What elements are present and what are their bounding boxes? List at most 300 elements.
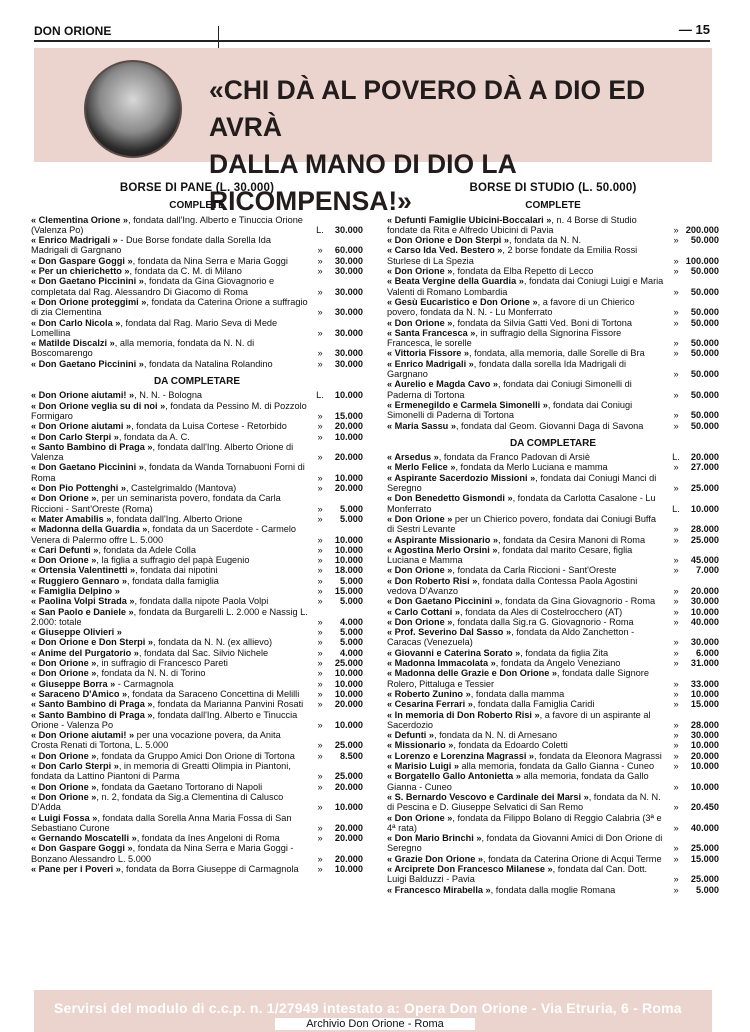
entry-amount: 50.000 [690,338,719,349]
entry-amount: 18.000 [334,565,363,576]
currency-mark: » [673,338,679,349]
entry-description: , fondata da Filippo Bolano di Reggio Calabria (3ª e 4ª rata) [387,812,662,833]
entry-amount: 60.000 [334,245,363,256]
entry-name: « Carlo Cottani » [387,606,461,617]
list-item [31,493,363,514]
entry-description: , fondata da Silvia Gatti Ved. Boni di Tortona [452,317,632,328]
entry-name: « Don Orione » [387,616,453,627]
entry-description: , fondata dai Coniugi Simonelli di Paderna di Tortona [387,379,632,400]
entry-text [387,596,669,606]
entry-name: « Vittoria Fissore » [387,348,470,359]
list-item [387,813,719,834]
entry-text [387,421,669,431]
entry-amount: 30.000 [334,255,363,266]
entry-text [31,338,313,359]
entry-text [387,359,669,380]
currency-mark: » [673,647,679,658]
list-item [31,545,363,555]
entry-description: , fondata, alla memoria, dalle Sorelle di Bra [469,348,645,359]
entry-amount: 10.000 [334,688,363,699]
currency-mark: » [673,637,679,648]
entry-description: , fondata dall'Ing. Alberto e Tinuccia Orione - Valenza Po [31,709,298,730]
entry-name: « Don Benedetto Gismondi » [387,493,513,504]
list-item [387,792,719,813]
entry-description: , fondata da Gruppo Amici Don Orione di Tortona [96,750,295,761]
entry-text [31,730,313,751]
entry-text [387,740,669,750]
entry-name: « Don Orione » [31,658,97,669]
entry-name: « Lorenzo e Lorenzina Magrassi » [387,750,535,761]
entry-amount: 10.000 [334,864,363,874]
entry-text [387,751,669,761]
list-item [31,390,363,400]
entry-text [31,266,313,276]
entry-description: , fondata dalla Sorella Anna Maria Fossa di San Sebastiano Curone [31,812,292,833]
entry-name: « Don Carlo Sterpi » [31,431,119,442]
entry-amount: 33.000 [690,678,719,689]
currency-mark: » [317,327,323,338]
entry-amount: 28.000 [690,524,719,535]
list-item [387,421,719,431]
entry-name: « Don Orione e Don Sterpi » [31,637,154,648]
list-item [387,400,719,421]
magazine-title: DON ORIONE [34,24,112,38]
list-item [31,483,363,493]
list-item [387,627,719,648]
entry-description: , fondata da Caterina Orione di Acqui Terme [482,853,662,864]
entry-amount: 25.000 [690,483,719,494]
currency-mark: » [317,668,323,679]
currency-mark: » [673,740,679,751]
entry-text [31,576,313,586]
entry-text [31,833,313,843]
entry-name: « Santo Bambino di Praga » [31,699,153,710]
entry-description: , fondata dalla famiglia [126,575,219,586]
entry-name: « Matilde Discalzi » [31,338,115,349]
entry-amount: 25.000 [334,771,363,782]
list-item [387,771,719,792]
entry-description: , fondata da Pessino M. di Pozzolo Formigaro [31,400,307,421]
list-item [387,462,719,472]
entry-amount: 20.000 [334,833,363,844]
entry-description: , fondata da Merlo Luciana e mamma [455,462,608,473]
entry-text [387,813,669,834]
entry-name: « Defunti Famiglie Ubicini-Boccalari » [387,214,552,225]
entry-description: , fondata dall'Ing. Alberto e Tinuccia Orione (Valenza Po) [31,214,303,235]
entry-text [31,586,313,596]
entry-description: , fondata da N. N. (ex allievo) [153,637,273,648]
entry-text [387,297,669,318]
entry-amount: 15.000 [334,585,363,596]
entry-amount: 10.000 [334,719,363,730]
entry-description: , fondata da Ines Angeloni di Roma [136,833,280,844]
entry-amount: 45.000 [690,555,719,566]
entry-description: , fondata da N. N. [509,235,582,246]
entry-amount: 50.000 [690,235,719,246]
list-item [387,493,719,514]
currency-mark: L. [316,224,324,235]
entry-name: « Arciprete Don Francesco Milanese » [387,864,553,874]
entry-amount: 25.000 [690,874,719,885]
list-item [387,607,719,617]
entry-description: , fondata da Borra Giuseppe di Carmagnola [120,864,299,874]
entry-name: « Santo Bambino di Praga » [31,709,153,720]
entry-description: , fondata dalla moglie Romana [490,884,616,895]
currency-mark: » [317,647,323,658]
entry-amount: 30.000 [690,730,719,741]
entry-name: « Gernando Moscatelli » [31,833,137,844]
entry-text [387,266,669,276]
currency-mark: » [673,483,679,494]
currency-mark: » [673,348,679,359]
currency-mark: » [317,544,323,555]
currency-mark: » [673,853,679,864]
entry-description: , in suffragio di Francesco Pareti [96,658,228,669]
entry-text [31,710,313,731]
entry-name: « Don Orione e Don Sterpi » [387,235,510,246]
entry-amount: 30.000 [690,637,719,648]
list-item [31,699,363,709]
entry-description: , in memoria di Greatti Olimpia in Piantoni, fondata da Lattino Piantoni di Parma [31,761,291,782]
entry-amount: 25.000 [690,534,719,545]
entry-description: , n. 2, fondata da Sig.a Clementina di Calusco D'Adda [31,791,284,813]
entry-description: , fondata dal Rag. Mario Seva di Mede Lomellina [31,317,278,338]
entry-description: , fondata dai Coniugi Manci di Seregno [387,472,657,494]
entry-description: , fondata da Marianna Panvini Rosati [152,699,304,710]
entry-name: « Defunti » [387,730,434,741]
list-item [31,514,363,524]
currency-mark: » [317,627,323,638]
list-item [31,813,363,834]
footer-text: Servirsi del modulo di c.c.p. n. 1/27949 intestato a: Opera Don Orione - Via Etruria, 6 - Roma [54,1000,682,1016]
list-item [387,276,719,297]
entry-name: « Clementina Orione » [31,214,129,225]
entry-name: « Don Orione aiutami » [31,421,132,432]
entry-name: « Don Pio Pottenghi » [31,483,126,494]
entry-text [387,699,669,709]
entry-amount: 100.000 [685,255,719,266]
entry-text [31,751,313,761]
list-item [387,514,719,535]
list-item [31,421,363,431]
list-item [31,276,363,297]
currency-mark: » [673,585,679,596]
currency-mark: » [317,503,323,514]
currency-mark: » [317,452,323,463]
entry-text [31,524,313,545]
list-item [31,565,363,575]
entry-amount: 8.500 [340,750,363,761]
entry-name: « Don Gaetano Piccinini » [31,462,144,473]
entry-amount: 20.000 [690,452,719,463]
entry-text [31,359,313,369]
currency-mark: » [317,771,323,782]
entry-name: « Carso Ida Ved. Bestero » [387,245,503,256]
entry-text [387,864,669,885]
entry-text [31,276,313,297]
list-item [31,401,363,422]
entry-text [31,565,313,575]
entry-amount: 31.000 [690,658,719,669]
entry-description: , fondata da Edoardo Coletti [453,740,568,751]
entry-name: « Beata Vergine della Guardia » [387,276,524,287]
list-item [31,318,363,339]
list-item [31,833,363,843]
entry-amount: 10.000 [334,668,363,679]
entry-text [31,256,313,266]
entry-description: , fondata da Nina Serra e Maria Goggi - Bonzano Alessandro L. 5.000 [31,843,294,864]
entry-description: , fondata da Gaetano Tortorano di Napoli [96,781,263,792]
entry-amount: 20.000 [334,781,363,792]
currency-mark: » [673,555,679,566]
entry-name: « Merlo Felice » [387,462,456,473]
currency-mark: » [673,616,679,627]
currency-mark: » [317,833,323,844]
entry-text [31,679,313,689]
entry-description: , fondata da Burgarelli L. 2.000 e Nassig L. 2.000: totale [31,606,308,627]
entry-amount: 10.000 [334,678,363,689]
currency-mark: L. [672,452,680,463]
entry-name: « Giovanni e Caterina Sorato » [387,647,521,658]
list-item [387,245,719,266]
section-heading: COMPLETE [525,200,581,212]
entry-name: « Enrico Madrigali » [387,358,474,369]
currency-mark: » [317,853,323,864]
entry-name: « Aspirante Missionario » [387,534,498,545]
currency-mark: » [317,555,323,566]
entry-amount: 50.000 [690,286,719,297]
entry-description: , fondata da Cesira Manoni di Roma [497,534,646,545]
list-item [387,699,719,709]
entry-name: « Don Orione » [31,668,97,679]
entry-name: « Pane per i Poveri » [31,864,121,874]
entry-description: , fondata da figlia Zita [520,647,609,658]
entry-text [387,689,669,699]
entry-text [387,473,669,494]
entry-description: , fondata da Natalina Rolandino [143,358,273,369]
entry-text [387,452,669,462]
currency-mark: » [317,864,323,874]
entry-text [31,792,313,813]
currency-mark: » [673,389,679,400]
entry-description: , fondata da N. N. di Torino [96,668,206,679]
entry-text [387,235,669,245]
entry-description: , fondata da Wanda Tornabuoni Forni di Roma [31,462,305,483]
list-item [387,535,719,545]
entry-description: , per un seminarista povero, fondata da Carla Riccioni - Sant'Oreste (Roma) [31,493,281,514]
entry-description: , Castelgrimaldo (Mantova) [125,483,237,494]
entry-text [31,668,313,678]
entry-amount: 50.000 [690,317,719,328]
entry-amount: 30.000 [334,348,363,359]
entry-description: , fondata da Giovanni Amici di Don Orione di Seregno [387,833,663,854]
entry-amount: 10.000 [334,534,363,545]
entry-description: , fondata da Franco Padovan di Arsiè [438,452,590,463]
list-item [387,730,719,740]
entry-description: , N. N. - Bologna [134,390,203,401]
entry-text [387,771,669,792]
entry-description: , fondata dai nipotini [135,565,218,576]
list-item [31,782,363,792]
entry-name: « Per un chierichetto » [31,266,130,277]
currency-mark: » [317,658,323,669]
list-item [31,607,363,628]
entry-amount: 10.000 [690,761,719,772]
entry-description: , fondata da Adele Colla [98,544,196,555]
entry-description: , fondata da Luisa Cortese - Retorbido [131,421,287,432]
currency-mark: » [317,781,323,792]
entry-text [31,658,313,668]
entry-text [31,318,313,339]
entry-amount: 50.000 [690,348,719,359]
entry-amount: 20.000 [690,750,719,761]
list-item [387,854,719,864]
entry-amount: 10.000 [690,781,719,792]
entry-description: , in suffragio della Signorina Fissore Francesca, le sorelle [387,327,622,349]
entry-name: « Anime del Purgatorio » [31,647,139,658]
entry-name: « Don Orione » [31,781,97,792]
entry-text [387,576,669,597]
entry-amount: 30.000 [334,286,363,297]
borse-di-studio-column [387,183,719,895]
entry-description: , fondata da Nina Serra e Maria Goggi [132,255,288,266]
entry-description: , fondata dalla Famiglia Caridi [472,699,595,710]
borse-di-studio-sections [387,201,719,895]
entry-name: « Don Orione » [387,317,453,328]
entry-description: , fondata dalla nipote Paola Volpi [134,596,269,607]
list-item [387,215,719,236]
entry-amount: 30.000 [334,358,363,369]
entry-amount: 20.000 [334,452,363,463]
entry-amount: 10.000 [690,606,719,617]
entry-description: , fondata dalla sorella Ida Madrigali di Gargnano [387,358,626,380]
entry-name: « Cesarina Ferrari » [387,699,473,710]
entry-description: , a favore di un Chierico povero, fondata da N. N. - Lu Monferrato [387,296,635,318]
entry-name: « Madonna Immacolata » [387,658,496,669]
entry-text [387,668,669,689]
entry-text [31,627,313,637]
entry-name: « Roberto Zunino » [387,688,471,699]
list-item [31,843,363,864]
entry-description: , fondata da un Sacerdote - Carmelo Venera di Palermo offre L. 5.000 [31,524,297,545]
currency-mark: » [673,224,679,235]
entry-text [31,483,313,493]
list-item [31,637,363,647]
entry-text [387,400,669,421]
list-item [387,689,719,699]
entry-name: « Don Orione » [31,555,97,566]
list-item [31,555,363,565]
entry-name: « S. Bernardo Vescovo e Cardinale dei Marsi » [387,791,589,802]
list-item [387,235,719,245]
entry-name: « Don Gaetano Piccinini » [31,358,144,369]
entry-text [31,689,313,699]
entry-description: , fondata dalle Signore Rolero, Pittaluga e Tessier [387,668,649,689]
entry-text [387,318,669,328]
entry-amount: 5.000 [696,884,719,895]
entry-amount: 5.000 [340,503,363,514]
entry-text [31,235,313,256]
list-item [387,885,719,895]
entry-text [31,493,313,514]
entry-name: « Saraceno D'Amico » [31,688,128,699]
entry-text [387,627,669,648]
list-item [31,596,363,606]
list-item [31,668,363,678]
entry-amount: 50.000 [690,369,719,380]
list-item [31,710,363,731]
entry-amount: 40.000 [690,822,719,833]
entry-text [387,328,669,349]
entry-text [387,792,669,813]
headline-line-1: «CHI DÀ AL POVERO DÀ A DIO ED AVRÀ [209,75,646,142]
entry-name: « Paolina Volpi Strada » [31,596,135,607]
borse-di-pane-column [31,183,363,874]
entry-amount: 10.000 [690,688,719,699]
entry-name: « Aspirante Sacerdozio Missioni » [387,472,536,483]
list-item [387,596,719,606]
entry-name: « Ermenegildo e Carmela Simonelli » [387,399,548,410]
entry-description: , fondata da Saraceno Concettina di Melilli [127,688,300,699]
currency-mark: » [673,524,679,535]
entry-amount: 25.000 [334,658,363,669]
list-item [31,524,363,545]
currency-mark: » [317,596,323,607]
entry-amount: 5.000 [340,575,363,586]
entry-amount: 50.000 [690,266,719,277]
entry-name: « Don Orione » [387,812,453,823]
page-header [34,18,710,42]
currency-mark: L. [672,503,680,514]
entry-text [31,442,313,463]
entry-text [387,710,669,731]
entry-text [387,379,669,400]
entry-amount: 5.000 [340,627,363,638]
entry-text [31,215,313,236]
list-item [31,338,363,359]
list-item [387,761,719,771]
currency-mark: » [317,348,323,359]
entry-amount: 50.000 [690,410,719,421]
list-item [31,751,363,761]
entry-name: « Don Gaetano Piccinini » [31,276,144,287]
entry-amount: 10.000 [334,472,363,483]
entry-amount: 10.000 [334,555,363,566]
borse-di-pane-sections [31,201,363,874]
list-item [387,359,719,380]
entry-name: « Enrico Madrigali » [31,235,118,246]
currency-mark: » [317,534,323,545]
entry-text [31,390,313,400]
currency-mark: » [317,483,323,494]
entry-amount: 50.000 [690,420,719,431]
entry-text [31,421,313,431]
currency-mark: » [317,421,323,432]
entry-description: , la figlia a suffragio del papà Eugenio [96,555,250,566]
entry-text [31,843,313,864]
column-title: BORSE DI STUDIO (L. 50.000) [469,182,637,194]
currency-mark: » [673,565,679,576]
list-item [31,864,363,874]
entry-name: « Francesco Mirabella » [387,884,491,895]
entry-amount: 5.000 [340,513,363,524]
currency-mark: » [673,843,679,854]
headline-line-2: DALLA MANO DI DIO LA RICOMPENSA!» [209,149,516,216]
currency-mark: » [673,596,679,607]
list-item [387,576,719,597]
entry-name: « Don Roberto Risi » [387,575,478,586]
entry-description: , fondata da C. M. di Milano [129,266,242,277]
